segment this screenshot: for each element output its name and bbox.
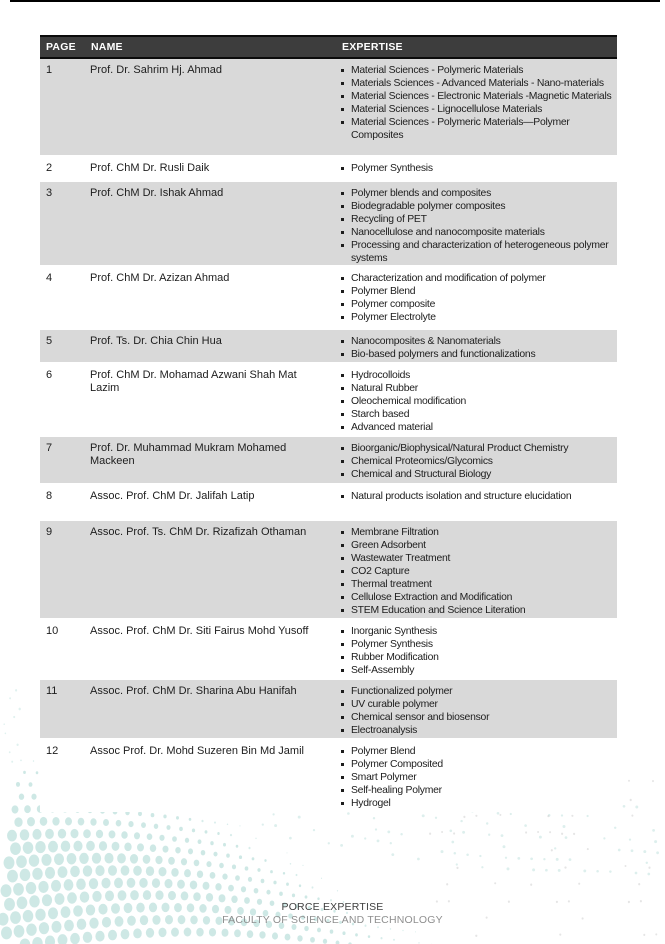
expertise-item: Material Sciences - Polymeric Materials bbox=[336, 64, 615, 77]
expertise-item: Biodegradable polymer composites bbox=[336, 200, 615, 213]
expertise-item: Rubber Modification bbox=[336, 651, 615, 664]
expertise-item: Polymer Composited bbox=[336, 758, 615, 771]
professor-name: Prof. ChM Dr. Ishak Ahmad bbox=[90, 187, 224, 199]
expertise-item: Material Sciences - Polymeric Materials—Polymer Composites bbox=[336, 116, 615, 142]
expertise-item: Polymer blends and composites bbox=[336, 187, 615, 200]
expertise-list bbox=[336, 625, 615, 677]
top-rule bbox=[10, 0, 660, 2]
expertise-item: Nanocomposites & Nanomaterials bbox=[336, 335, 615, 348]
footer-title: PORCE EXPERTISE bbox=[281, 901, 384, 913]
professor-name: Prof. ChM Dr. Azizan Ahmad bbox=[90, 272, 230, 284]
expertise-item: Advanced material bbox=[336, 421, 615, 434]
expertise-item: Starch based bbox=[336, 408, 615, 421]
expertise-item: Oleochemical modification bbox=[336, 395, 615, 408]
expertise-item: Nanocellulose and nanocomposite materials bbox=[336, 226, 615, 239]
expertise-item: Recycling of PET bbox=[336, 213, 615, 226]
expertise-item: Characterization and modification of polymer bbox=[336, 272, 615, 285]
professor-name: Assoc. Prof. Ts. ChM Dr. Rizafizah Othaman bbox=[90, 526, 307, 538]
expertise-list bbox=[336, 369, 615, 434]
expertise-item: Material Sciences - Lignocellulose Materials bbox=[336, 103, 615, 116]
expertise-item: Hydrogel bbox=[336, 797, 615, 810]
professor-name: Prof. Ts. Dr. Chia Chin Hua bbox=[90, 335, 222, 347]
expertise-item: Bio-based polymers and functionalizations bbox=[336, 348, 615, 361]
expertise-cell bbox=[336, 620, 617, 678]
professor-name: Prof. Dr. Muhammad Mukram Mohamed Mackeen bbox=[90, 442, 287, 467]
page-number: 1 bbox=[46, 64, 53, 76]
expertise-item: Natural products isolation and structure elucidation bbox=[336, 490, 615, 503]
expertise-list bbox=[336, 442, 615, 481]
professor-name: Prof. ChM Dr. Mohamad Azwani Shah Mat Lazim bbox=[90, 369, 297, 394]
column-header-expertise: EXPERTISE bbox=[342, 41, 403, 53]
expertise-cell bbox=[336, 521, 617, 618]
expertise-item: Polymer Electrolyte bbox=[336, 311, 615, 324]
professor-name: Assoc. Prof. ChM Dr. Jalifah Latip bbox=[90, 490, 255, 502]
professor-name: Assoc. Prof. ChM Dr. Sharina Abu Hanifah bbox=[90, 685, 297, 697]
table-row bbox=[40, 521, 617, 620]
page-number: 2 bbox=[46, 162, 53, 174]
expertise-item: Natural Rubber bbox=[336, 382, 615, 395]
expertise-cell bbox=[336, 59, 617, 155]
page-footer bbox=[0, 901, 665, 926]
expertise-cell bbox=[336, 485, 617, 519]
expertise-item: Self-Assembly bbox=[336, 664, 615, 677]
page-number: 7 bbox=[46, 442, 53, 454]
expertise-list bbox=[336, 685, 615, 737]
table-header-row bbox=[40, 35, 617, 59]
expertise-item: Hydrocolloids bbox=[336, 369, 615, 382]
expertise-item: Materials Sciences - Advanced Materials - Nano-materials bbox=[336, 77, 615, 90]
table-row bbox=[40, 59, 617, 157]
expertise-item: Polymer Blend bbox=[336, 285, 615, 298]
table-row bbox=[40, 680, 617, 740]
table-row bbox=[40, 485, 617, 521]
expertise-list bbox=[336, 335, 615, 361]
expertise-list bbox=[336, 64, 615, 142]
expertise-cell bbox=[336, 182, 617, 265]
expertise-item: Chemical and Structural Biology bbox=[336, 468, 615, 481]
expertise-cell bbox=[336, 680, 617, 738]
expertise-item: Smart Polymer bbox=[336, 771, 615, 784]
expertise-item: Chemical sensor and biosensor bbox=[336, 711, 615, 724]
expertise-cell bbox=[336, 740, 617, 810]
page-number: 8 bbox=[46, 490, 53, 502]
professor-name: Assoc. Prof. ChM Dr. Siti Fairus Mohd Yusoff bbox=[90, 625, 309, 637]
expertise-list bbox=[336, 490, 615, 503]
expertise-item: Self-healing Polymer bbox=[336, 784, 615, 797]
expertise-item: Polymer Blend bbox=[336, 745, 615, 758]
expertise-item: Electroanalysis bbox=[336, 724, 615, 737]
expertise-list bbox=[336, 162, 615, 175]
page-number: 12 bbox=[46, 745, 59, 757]
table-body bbox=[40, 59, 617, 812]
page-number: 11 bbox=[46, 685, 58, 697]
expertise-item: UV curable polymer bbox=[336, 698, 615, 711]
expertise-list bbox=[336, 526, 615, 617]
expertise-item: Bioorganic/Biophysical/Natural Product Chemistry bbox=[336, 442, 615, 455]
expertise-item: Polymer Synthesis bbox=[336, 638, 615, 651]
table-row bbox=[40, 740, 617, 812]
column-header-name: NAME bbox=[91, 41, 123, 53]
expertise-list bbox=[336, 272, 615, 324]
expertise-item: Wastewater Treatment bbox=[336, 552, 615, 565]
expertise-item: Polymer Synthesis bbox=[336, 162, 615, 175]
expertise-item: Membrane Filtration bbox=[336, 526, 615, 539]
table-row bbox=[40, 620, 617, 680]
professor-name: Prof. Dr. Sahrim Hj. Ahmad bbox=[90, 64, 223, 76]
expertise-item: Cellulose Extraction and Modification bbox=[336, 591, 615, 604]
column-header-page: PAGE bbox=[46, 41, 76, 53]
expertise-item: CO2 Capture bbox=[336, 565, 615, 578]
expertise-cell bbox=[336, 267, 617, 328]
page-number: 9 bbox=[46, 526, 53, 538]
expertise-cell bbox=[336, 364, 617, 435]
professor-name: Prof. ChM Dr. Rusli Daik bbox=[90, 162, 210, 174]
expertise-item: STEM Education and Science Literation bbox=[336, 604, 615, 617]
table-row bbox=[40, 157, 617, 182]
expertise-cell bbox=[336, 157, 617, 180]
expertise-item: Functionalized polymer bbox=[336, 685, 615, 698]
expertise-item: Green Adsorbent bbox=[336, 539, 615, 552]
expertise-item: Chemical Proteomics/Glycomics bbox=[336, 455, 615, 468]
table-row bbox=[40, 330, 617, 364]
table-row bbox=[40, 364, 617, 437]
expertise-list bbox=[336, 745, 615, 810]
page-number: 10 bbox=[46, 625, 59, 637]
expertise-item: Thermal treatment bbox=[336, 578, 615, 591]
expertise-item: Material Sciences - Electronic Materials -Magnetic Materials bbox=[336, 90, 615, 103]
page-number: 5 bbox=[46, 335, 53, 347]
expertise-item: Processing and characterization of heterogeneous polymer systems bbox=[336, 239, 615, 265]
expertise-table bbox=[40, 35, 617, 812]
expertise-cell bbox=[336, 437, 617, 483]
page-number: 4 bbox=[46, 272, 53, 284]
expertise-list bbox=[336, 187, 615, 265]
professor-name: Assoc Prof. Dr. Mohd Suzeren Bin Md Jamil bbox=[90, 745, 304, 757]
expertise-item: Inorganic Synthesis bbox=[336, 625, 615, 638]
table-row bbox=[40, 182, 617, 267]
expertise-item: Polymer composite bbox=[336, 298, 615, 311]
page-number: 6 bbox=[46, 369, 53, 381]
table-row bbox=[40, 267, 617, 330]
footer-subtitle: FACULTY OF SCIENCE AND TECHNOLOGY bbox=[222, 914, 443, 926]
page-number: 3 bbox=[46, 187, 53, 199]
expertise-cell bbox=[336, 330, 617, 362]
table-row bbox=[40, 437, 617, 485]
